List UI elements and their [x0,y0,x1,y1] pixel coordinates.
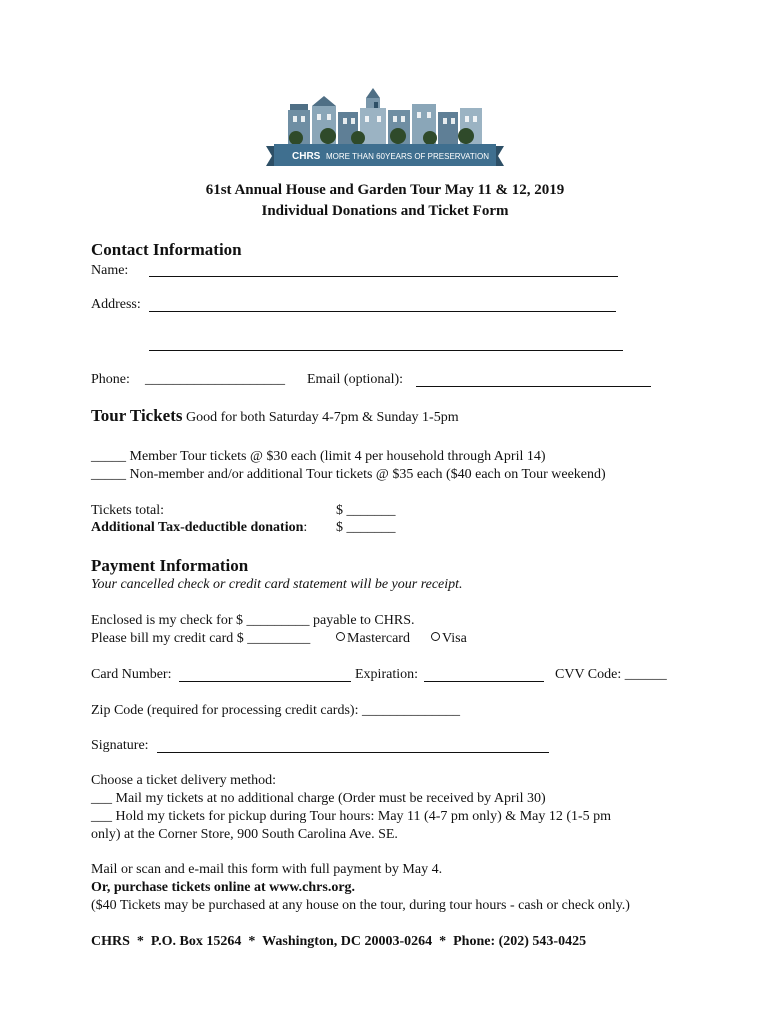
tickets-heading-row [91,407,459,426]
address-field-line2[interactable] [149,350,623,351]
name-label: Name: [91,263,129,278]
nonmember-tickets-line[interactable]: _____ Non-member and/or additional Tour tickets @ $35 each ($40 each on Tour weekend) [91,467,606,482]
delivery-mail-option[interactable]: ___ Mail my tickets at no additional charge (Order must be received by April 30) [91,791,546,806]
tickets-total-field[interactable]: $ _______ [336,503,396,518]
logo-banner [266,144,504,166]
email-label: Email (optional): [307,372,404,387]
mastercard-option[interactable] [336,630,410,647]
form-title: 61st Annual House and Garden Tour May 11 & 12, 2019 [205,182,565,198]
credit-card-amount-line[interactable]: Please bill my credit card $ _________ [91,631,311,646]
cvv-label: CVV Code: [555,667,622,682]
address-field-line1[interactable] [149,311,616,312]
tickets-subheading: Good for both Saturday 4-7pm & Sunday 1-5pm [186,410,459,425]
member-tickets-line[interactable]: _____ Member Tour tickets @ $30 each (limit 4 per household through April 14) [91,449,546,464]
signature-field[interactable] [157,752,549,753]
mastercard-radio-icon[interactable] [336,632,345,641]
house-note: ($40 Tickets may be purchased at any house on the tour, during tour hours - cash or check only.) [91,898,630,913]
zip-code-line[interactable]: Zip Code (required for processing credit cards): ______________ [91,703,460,718]
check-line[interactable]: Enclosed is my check for $ _________ payable to CHRS. [91,613,415,628]
logo-org-text: CHRS [292,151,321,162]
phone-label: Phone: [91,372,130,387]
chrs-logo [266,80,504,174]
logo-tagline-text: MORE THAN 60YEARS OF PRESERVATION [326,152,489,161]
delivery-heading: Choose a ticket delivery method: [91,773,277,788]
form-subtitle: Individual Donations and Ticket Form [261,203,509,219]
mail-note: Mail or scan and e-mail this form with full payment by May 4. [91,862,443,877]
delivery-hold-option-cont: only) at the Corner Store, 900 South Carolina Ave. SE. [91,827,398,842]
mastercard-label: Mastercard [347,631,410,646]
rowhouses-illustration [288,88,482,152]
donation-label-row: Additional Tax-deductible donation: [91,520,308,535]
address-label: Address: [91,297,141,312]
tickets-heading: Tour Tickets [91,406,183,425]
contact-heading: Contact Information [91,240,242,259]
online-note: Or, purchase tickets online at www.chrs.org. [91,880,356,895]
donation-label: Additional Tax-deductible donation [91,520,304,535]
card-number-label: Card Number: [91,667,172,682]
donation-field[interactable]: $ _______ [336,520,396,535]
payment-heading: Payment Information [91,556,249,575]
payment-note: Your cancelled check or credit card statement will be your receipt. [91,577,463,592]
cvv-field[interactable]: ______ [624,667,667,682]
email-field[interactable] [416,386,651,387]
cvv-row [555,666,667,683]
expiration-label: Expiration: [355,667,418,682]
card-number-field[interactable] [179,681,351,682]
name-field[interactable] [149,276,618,277]
footer-address: CHRS * P.O. Box 15264 * Washington, DC 20003-0264 * Phone: (202) 543-0425 [91,934,587,949]
delivery-hold-option[interactable]: ___ Hold my tickets for pickup during Tour hours: May 11 (4-7 pm only) & May 12 (1-5 pm [91,809,612,824]
visa-option[interactable] [431,630,467,647]
visa-radio-icon[interactable] [431,632,440,641]
signature-label: Signature: [91,738,149,753]
phone-field[interactable]: ____________________ [145,372,285,387]
tickets-total-label: Tickets total: [91,503,164,518]
visa-label: Visa [442,631,467,646]
expiration-field[interactable] [424,681,544,682]
capitol-dome-icon [374,102,378,108]
